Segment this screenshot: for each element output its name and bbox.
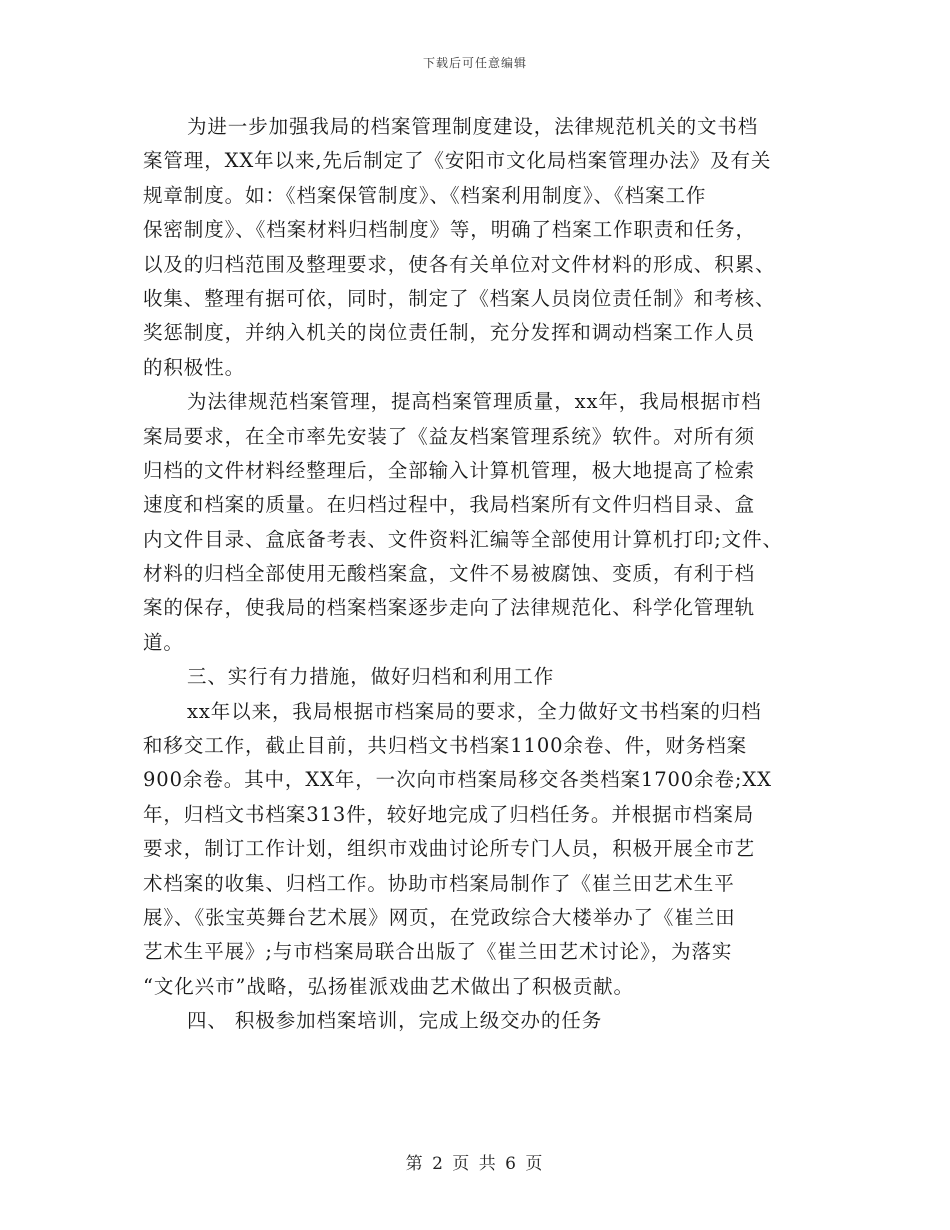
text-line: 艺术生平展》;与市档案局联合出版了《崔兰田艺术讨论》，为落实 — [143, 940, 733, 964]
text-line: 要求，制订工作计划，组织市戏曲讨论所专门人员，积极开展全市艺 — [143, 837, 756, 861]
text-line: 归档的文件材料经整理后，全部输入计算机管理，极大地提高了检索 — [143, 458, 756, 482]
text-line: 规章制度。如：《档案保管制度》、《档案利用制度》、《档案工作 — [143, 183, 707, 207]
text-line: 900余卷。其中，XX年，一次向市档案局移交各类档案1700余卷;XX — [143, 768, 772, 792]
text-line: 和移交工作，截止目前，共归档文书档案1100余卷、件，财务档案 — [143, 734, 748, 758]
page-footer: 第 2 页 共 6 页 — [405, 1154, 545, 1174]
text-line: xx年以来，我局根据市档案局的要求，全力做好文书档案的归档 — [187, 699, 762, 723]
text-line: 奖惩制度，并纳入机关的岗位责任制，充分发挥和调动档案工作人员 — [143, 321, 756, 345]
text-line: 案的保存，使我局的档案档案逐步走向了法律规范化、科学化管理轨 — [143, 596, 756, 620]
page-header: 下载后可任意编辑 — [422, 56, 527, 70]
text-line: 展》、《张宝英舞台艺术展》网页，在党政综合大楼举办了《崔兰田 — [143, 905, 736, 929]
text-line: 保密制度》、《档案材料归档制度》等，明确了档案工作职责和任务， — [143, 218, 756, 242]
text-line: 年，归档文书档案313件，较好地完成了归档任务。并根据市档案局 — [143, 802, 755, 826]
text-line: 道。 — [143, 630, 184, 654]
text-line: 为进一步加强我局的档案管理制度建设，法律规范机关的文书档 — [187, 115, 759, 138]
text-line: 收集、整理有据可依，同时，制定了《档案人员岗位责任制》和考核、 — [143, 286, 776, 310]
text-line: 的积极性。 — [143, 355, 246, 379]
text-line: 术档案的收集、归档工作。协助市档案局制作了《崔兰田艺术生平 — [143, 871, 735, 895]
text-line: 速度和档案的质量。在归档过程中，我局档案所有文件归档目录、盒 — [143, 493, 756, 517]
text-line: “文化兴市”战略，弘扬崔派戏曲艺术做出了积极贡献。 — [143, 974, 634, 998]
text-line: 案局要求，在全市率先安装了《益友档案管理系统》软件。对所有须 — [143, 424, 756, 448]
text-line: 为法律规范档案管理，提高档案管理质量，xx年，我局根据市档 — [187, 390, 762, 414]
text-line: 三、实行有力措施，做好归档和利用工作 — [187, 665, 555, 689]
text-line: 内文件目录、盒底备考表、文件资料汇编等全部使用计算机打印;文件、 — [143, 527, 783, 551]
text-line: 四、 积极参加档案培训，完成上级交办的任务 — [187, 1009, 603, 1033]
text-line: 材料的归档全部使用无酸档案盒，文件不易被腐蚀、变质，有利于档 — [143, 562, 756, 586]
text-line: 案管理，XX年以来,先后制定了《安阳市文化局档案管理办法》及有关 — [143, 149, 772, 173]
text-line: 以及的归档范围及整理要求，使各有关单位对文件材料的形成、积累、 — [143, 252, 776, 276]
document-body — [143, 110, 823, 1039]
